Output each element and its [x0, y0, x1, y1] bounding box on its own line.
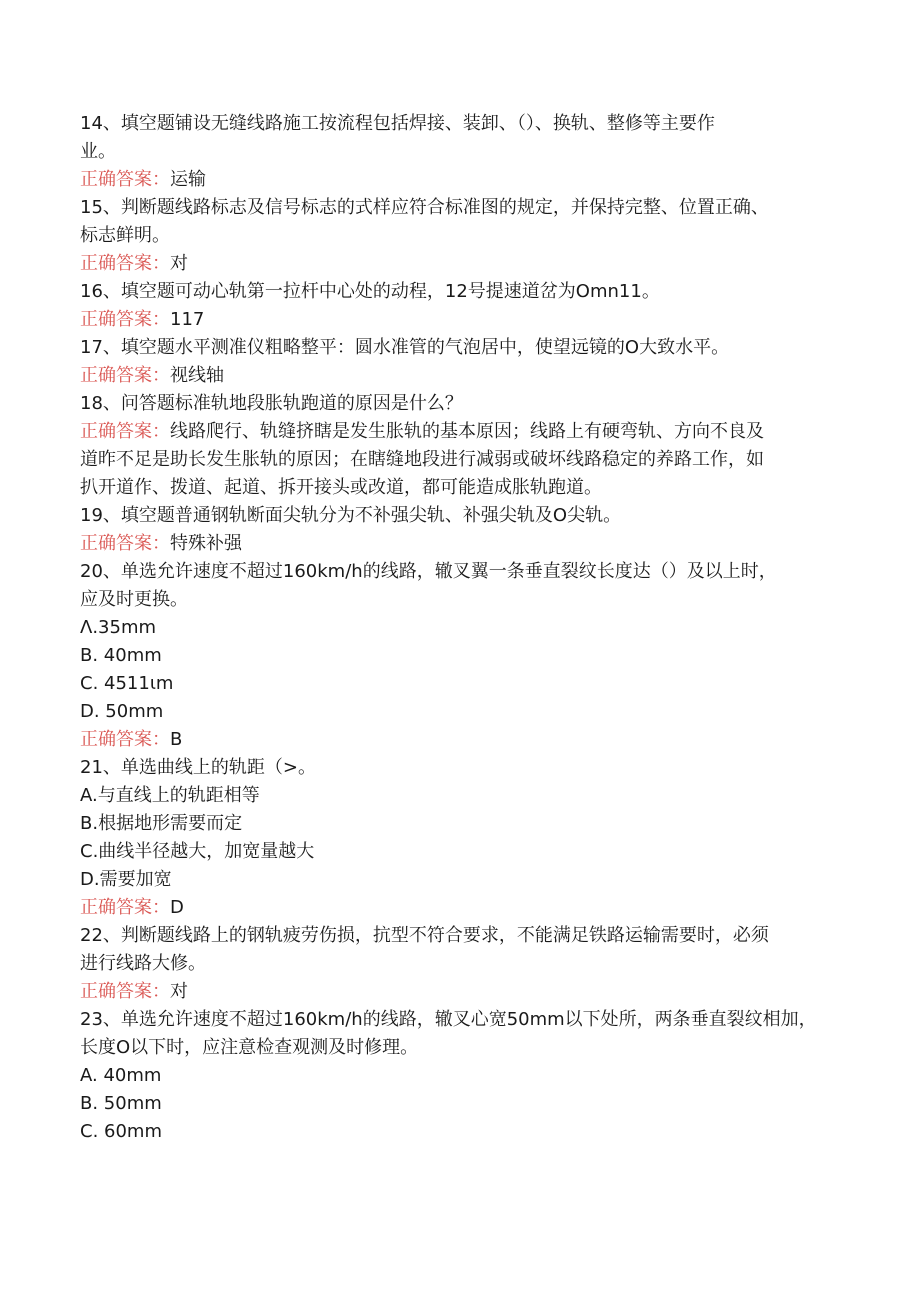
option-23-c: C. 60mm	[80, 1121, 162, 1142]
answer-value: 特殊补强	[170, 533, 242, 554]
option-21-c: C.曲线半径越大，加宽量越大	[80, 841, 315, 862]
answer-value: 运输	[170, 169, 206, 190]
option-20-c: C. 4511ιm	[80, 673, 174, 694]
option-21-a: A.与直线上的轨距相等	[80, 785, 260, 806]
question-23-line-1: 23、单选允许速度不超过160km/h的线路，辙叉心宽50mm以下处所，两条垂直裂纹相加，	[80, 1009, 817, 1030]
answer-14	[80, 166, 840, 194]
answer-label: 正确答案：	[80, 365, 170, 386]
answer-value: 视线轴	[170, 365, 224, 386]
answer-18-line-2: 道昨不足是助长发生胀轨的原因；在瞎缝地段进行减弱或破坏线路稳定的养路工作，如	[80, 449, 764, 470]
answer-label: 正确答案：	[80, 729, 170, 750]
question-15-line-2: 标志鲜明。	[80, 225, 170, 246]
answer-18-line-1	[80, 418, 840, 446]
answer-18-line-3: 扒开道作、拨道、起道、拆开接头或改道，都可能造成胀轨跑道。	[80, 477, 602, 498]
answer-value: D	[170, 897, 184, 918]
answer-label: 正确答案：	[80, 309, 170, 330]
question-list	[80, 110, 840, 1146]
answer-value: 线路爬行、轨缝挤瞎是发生胀轨的基本原因；线路上有硬弯轨、方向不良及	[170, 421, 764, 442]
answer-value: 117	[170, 309, 205, 330]
answer-16	[80, 306, 840, 334]
option-20-b: B. 40mm	[80, 645, 162, 666]
question-21-line-1: 21、单选曲线上的轨距（>。	[80, 757, 316, 778]
question-17-line-1: 17、填空题水平测准仪粗略整平：圆水准管的气泡居中，使望远镜的O大致水平。	[80, 337, 730, 358]
answer-17	[80, 362, 840, 390]
answer-value: B	[170, 729, 183, 750]
question-14-line-2: 业。	[80, 141, 116, 162]
question-18-line-1: 18、问答题标准轨地段胀轨跑道的原因是什么？	[80, 393, 463, 414]
answer-21	[80, 894, 840, 922]
answer-label: 正确答案：	[80, 253, 170, 274]
option-20-a: Λ.35mm	[80, 617, 157, 638]
answer-19	[80, 530, 840, 558]
option-20-d: D. 50mm	[80, 701, 164, 722]
answer-label: 正确答案：	[80, 981, 170, 1002]
answer-20	[80, 726, 840, 754]
question-15-line-1: 15、判断题线路标志及信号标志的式样应符合标准图的规定，并保持完整、位置正确、	[80, 197, 769, 218]
option-23-a: A. 40mm	[80, 1065, 162, 1086]
answer-label: 正确答案：	[80, 897, 170, 918]
option-21-d: D.需要加宽	[80, 869, 172, 890]
answer-label: 正确答案：	[80, 421, 170, 442]
option-23-b: B. 50mm	[80, 1093, 162, 1114]
answer-22	[80, 978, 840, 1006]
question-23-line-2: 长度O以下时，应注意检查观测及时修理。	[80, 1037, 419, 1058]
question-20-line-1: 20、单选允许速度不超过160km/h的线路，辙叉翼一条垂直裂纹长度达（）及以上时，	[80, 561, 777, 582]
answer-value: 对	[170, 981, 188, 1002]
question-19-line-1: 19、填空题普通钢轨断面尖轨分为不补强尖轨、补强尖轨及O尖轨。	[80, 505, 622, 526]
answer-label: 正确答案：	[80, 169, 170, 190]
question-16-line-1: 16、填空题可动心轨第一拉杆中心处的动程，12号提速道岔为Omn11。	[80, 281, 660, 302]
answer-value: 对	[170, 253, 188, 274]
answer-label: 正确答案：	[80, 533, 170, 554]
question-20-line-2: 应及时更换。	[80, 589, 188, 610]
answer-15	[80, 250, 840, 278]
question-14-line-1: 14、填空题铺设无缝线路施工按流程包括焊接、装卸、（）、换轨、整修等主要作	[80, 113, 715, 134]
question-22-line-1: 22、判断题线路上的钢轨疲劳伤损，抗型不符合要求，不能满足铁路运输需要时，必须	[80, 925, 769, 946]
question-22-line-2: 进行线路大修。	[80, 953, 206, 974]
option-21-b: B.根据地形需要而定	[80, 813, 243, 834]
